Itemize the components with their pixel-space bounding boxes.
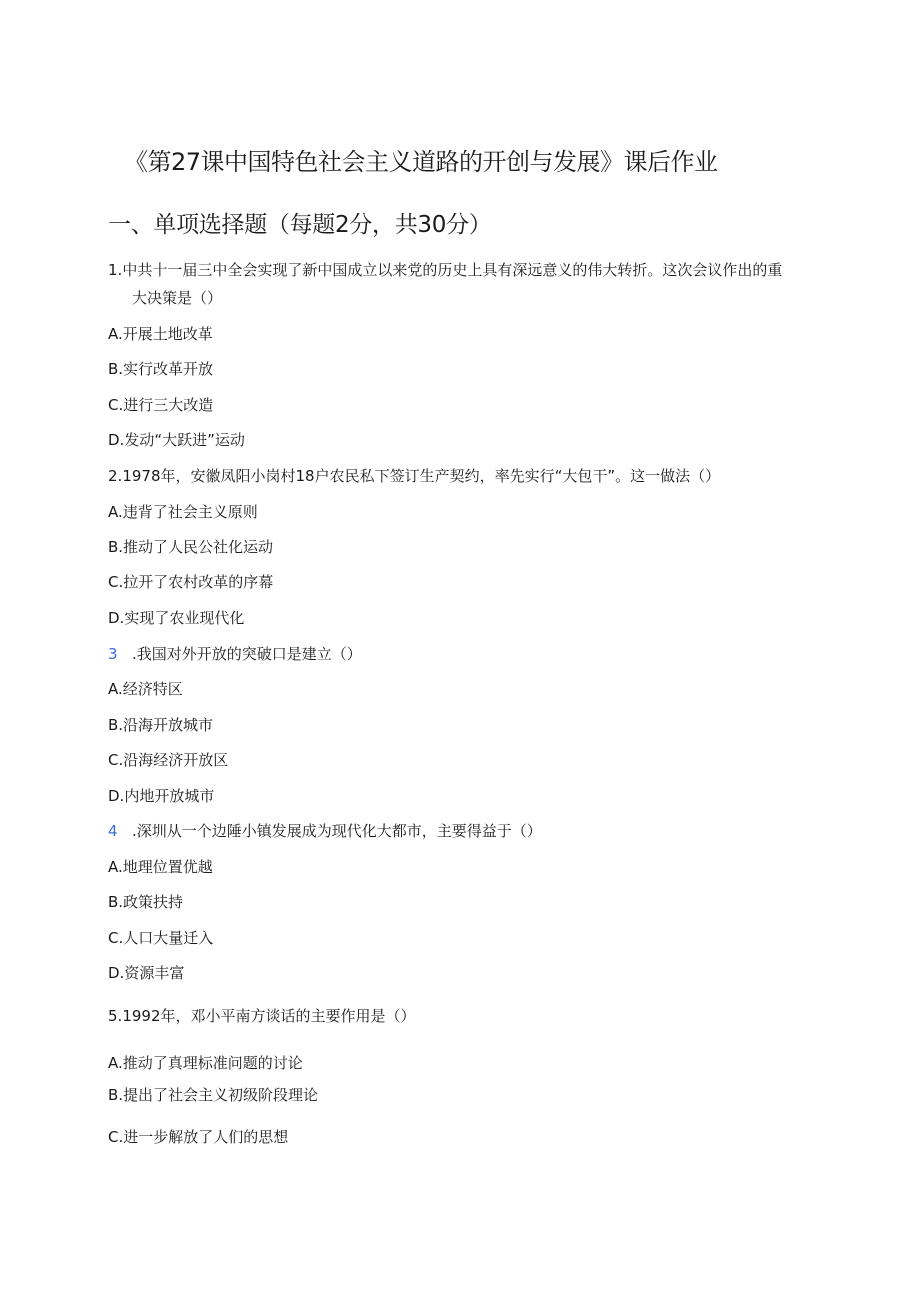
question-1-stem-cont: 大决策是（）	[132, 289, 223, 307]
question-text: 中共十一届三中全会实现了新中国成立以来党的历史上具有深远意义的伟大转折。这次会议作出的重	[122, 261, 783, 279]
question-3-option-c: C.沿海经济开放区	[108, 751, 229, 769]
question-2-option-b: B.推动了人民公社化运动	[108, 538, 274, 556]
question-1-option-a: A.开展土地改革	[108, 325, 213, 343]
question-5-option-c: C.进一步解放了人们的思想	[108, 1128, 289, 1146]
question-4-option-b: B.政策扶持	[108, 893, 184, 911]
question-1-option-d: D.发动“大跃进”运动	[108, 431, 245, 449]
section-heading: 一、单项选择题（每题2分，共30分）	[108, 212, 492, 238]
question-2-stem	[108, 466, 720, 486]
question-2-option-c: C.拉开了农村改革的序幕	[108, 573, 274, 591]
question-number: 2.	[108, 467, 123, 485]
question-3-option-d: D.内地开放城市	[108, 787, 215, 805]
question-5-option-a: A.推动了真理标准问题的讨论	[108, 1054, 303, 1072]
question-5-stem	[108, 1006, 416, 1026]
question-3-stem	[108, 644, 362, 664]
document-title: 《第27课中国特色社会主义道路的开创与发展》课后作业	[124, 148, 718, 176]
question-text: .我国对外开放的突破口是建立（）	[132, 645, 362, 663]
question-number: 3	[108, 645, 118, 663]
question-3-option-a: A.经济特区	[108, 680, 183, 698]
question-text: .深圳从一个边陲小镇发展成为现代化大都市，主要得益于（）	[132, 822, 542, 840]
question-2-option-a: A.违背了社会主义原则	[108, 503, 258, 521]
question-4-option-a: A.地理位置优越	[108, 858, 213, 876]
question-number: 1.	[108, 261, 123, 279]
question-4-option-d: D.资源丰富	[108, 964, 185, 982]
question-5-option-b: B.提出了社会主义初级阶段理论	[108, 1086, 319, 1104]
question-2-option-d: D.实现了农业现代化	[108, 609, 245, 627]
question-number: 5.	[108, 1007, 123, 1025]
question-1-option-b: B.实行改革开放	[108, 360, 214, 378]
question-text: 1978年，安徽凤阳小岗村18户农民私下签订生产契约，率先实行“大包干”。这一做法（）	[122, 467, 721, 485]
question-3-option-b: B.沿海开放城市	[108, 716, 214, 734]
question-4-stem	[108, 821, 542, 841]
question-number: 4	[108, 822, 118, 840]
question-4-option-c: C.人口大量迁入	[108, 929, 214, 947]
question-1-stem	[108, 260, 782, 280]
question-text: 1992年，邓小平南方谈话的主要作用是（）	[122, 1007, 416, 1025]
question-1-option-c: C.进行三大改造	[108, 396, 214, 414]
